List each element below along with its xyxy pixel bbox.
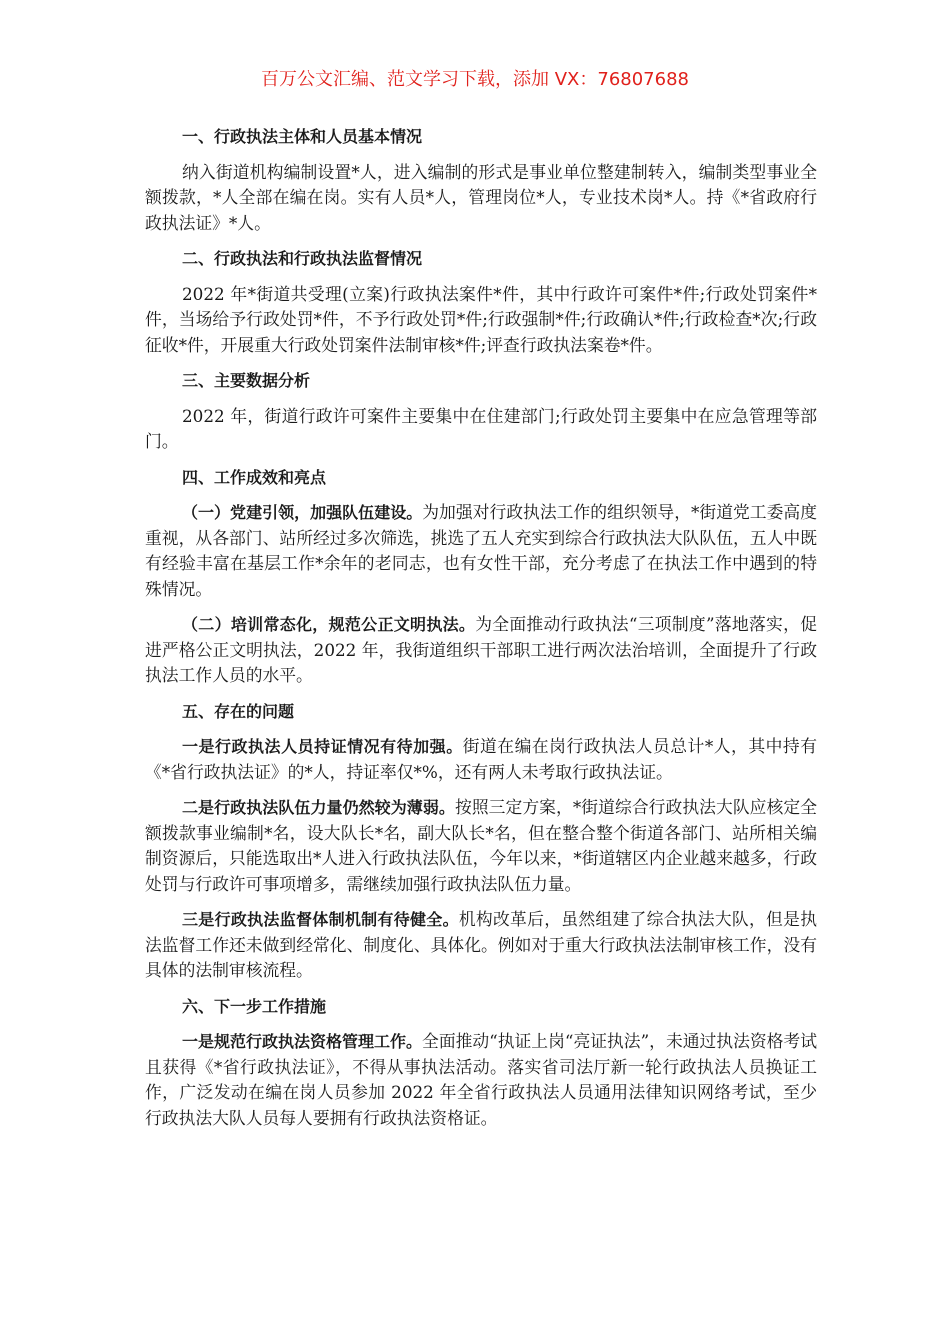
paragraph-text: 全面推动“执证上岗“亮证执法”，未通过执法资格考试且获得《*省行政执法证》，不得从事执法活动。落实省司法厅新一轮行政执法人员换证工作，广泛发动在编在岗人员参加 2022 年全省行政执法人员通用法律知识网络考试，至少行政执法大队人员每人要拥有行政执法资格证。: [145, 1031, 817, 1128]
section-heading: 一、行政执法主体和人员基本情况: [182, 127, 423, 146]
document-body: [145, 124, 817, 1141]
paragraph: [145, 795, 817, 897]
paragraph-text: 街道在编在岗行政执法人员总计*人，其中持有《*省行政执法证》的*人，持证率仅*%，还有两人未考取行政执法证。: [145, 736, 817, 782]
paragraph-lead: （一）党建引领，加强队伍建设。: [182, 503, 423, 522]
paragraph-text: 为加强对行政执法工作的组织领导，*街道党工委高度重视，从各部门、站所经过多次筛选，挑选了五人充实到综合行政执法大队队伍，五人中既有经验丰富在基层工作*余年的老同志，也有女性干部，充分考虑了在执法工作中遇到的特殊情况。: [145, 502, 817, 599]
paragraph-lead: 一是行政执法人员持证情况有待加强。: [182, 737, 463, 756]
paragraph-lead: 二是行政执法队伍力量仍然较为薄弱。: [182, 798, 455, 817]
paragraph-text: 为全面推动行政执法“三项制度”落地落实，促进严格公正文明执法，2022 年，我街道组织干部职工进行两次法治培训，全面提升了行政执法工作人员的水平。: [145, 614, 817, 685]
download-banner: 百万公文汇编、范文学习下载，添加 VX：76807688: [261, 69, 689, 90]
section-heading: 五、存在的问题: [182, 701, 295, 721]
paragraph: [145, 160, 817, 237]
paragraph: [145, 404, 817, 455]
paragraph: [145, 282, 817, 359]
paragraph-text: 2022 年*街道共受理(立案)行政执法案件*件，其中行政许可案件*件;行政处罚案件*件，当场给予行政处罚*件，不予行政处罚*件;行政强制*件;行政确认*件;行政检查*次;行政征收*件，开展重大行政处罚案件法制审核*件;评查行政执法案卷*件。: [145, 283, 817, 355]
paragraph: [145, 612, 817, 689]
section-heading: 三、主要数据分析: [182, 371, 311, 390]
paragraph-lead: 一是规范行政执法资格管理工作。: [182, 1032, 423, 1051]
section-heading: 二、行政执法和行政执法监督情况: [182, 249, 423, 268]
paragraph: [145, 907, 817, 984]
section-heading: 四、工作成效和亮点: [182, 467, 327, 487]
paragraph-text: 2022 年，街道行政许可案件主要集中在住建部门;行政处罚主要集中在应急管理等部门。: [145, 405, 817, 451]
section-heading: 六、下一步工作措施: [182, 996, 327, 1016]
paragraph: [145, 734, 817, 785]
paragraph-text: 纳入街道机构编制设置*人，进入编制的形式是事业单位整建制转入，编制类型事业全额拨款，*人全部在编在岗。实有人员*人，管理岗位*人，专业技术岗*人。持《*省政府行政执法证》*人。: [145, 161, 817, 233]
paragraph-text: 机构改革后，虽然组建了综合执法大队，但是执法监督工作还未做到经常化、制度化、具体化。例如对于重大行政执法法制审核工作，没有具体的法制审核流程。: [145, 909, 817, 980]
paragraph-lead: （二）培训常态化，规范公正文明执法。: [182, 615, 476, 634]
paragraph-text: 按照三定方案，*街道综合行政执法大队应核定全额拨款事业编制*名，设大队长*名，副大队长*名，但在整合整个街道各部门、站所相关编制资源后，只能选取出*人进入行政执法队伍，今年以来，*街道辖区内企业越来越多，行政处罚与行政许可事项增多，需继续加强行政执法队伍力量。: [145, 797, 817, 894]
paragraph: [145, 1029, 817, 1131]
paragraph-lead: 三是行政执法监督体制机制有待健全。: [182, 910, 459, 929]
paragraph: [145, 500, 817, 602]
